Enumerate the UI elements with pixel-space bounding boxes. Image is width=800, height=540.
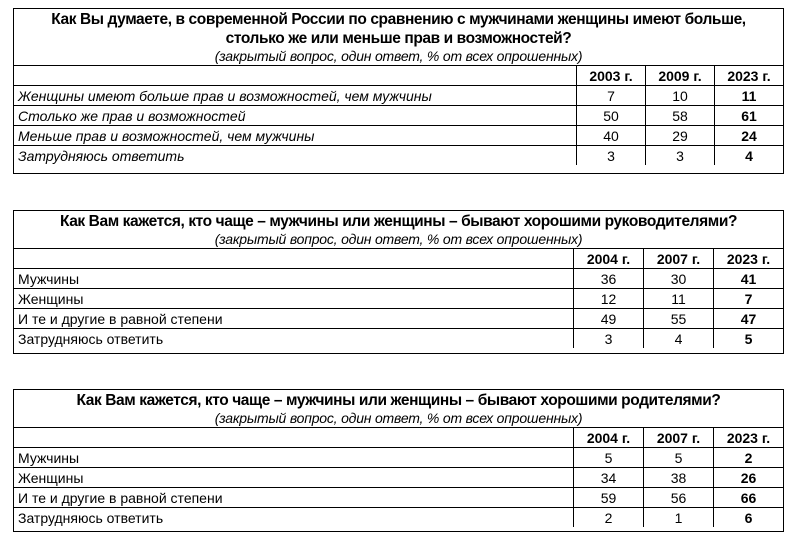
row-label: Мужчины	[14, 269, 574, 289]
row-value: 3	[646, 146, 715, 166]
table-row	[14, 269, 783, 289]
header-year-3: 2023 г.	[714, 249, 784, 269]
survey-table-rights	[13, 8, 784, 174]
row-value: 4	[644, 329, 714, 349]
header-blank	[14, 428, 574, 448]
header-year-1: 2004 г.	[574, 249, 644, 269]
row-value: 11	[644, 289, 714, 309]
table-row	[14, 329, 783, 349]
row-value-latest: 66	[714, 488, 784, 508]
header-year-2: 2009 г.	[646, 66, 715, 86]
row-value: 56	[644, 488, 714, 508]
row-value: 36	[574, 269, 644, 289]
table-row	[14, 126, 783, 146]
header-year-2: 2007 г.	[644, 428, 714, 448]
table-row	[14, 86, 783, 106]
header-year-3: 2023 г.	[714, 428, 784, 448]
table-row	[14, 488, 783, 508]
row-value-latest: 11	[715, 86, 784, 106]
row-value: 1	[644, 508, 714, 528]
row-value: 3	[574, 329, 644, 349]
table-row	[14, 448, 783, 468]
header-row	[14, 428, 783, 448]
row-value: 30	[644, 269, 714, 289]
row-value: 40	[577, 126, 646, 146]
data-table	[14, 427, 783, 527]
row-label: Женщины	[14, 289, 574, 309]
header-blank	[14, 66, 577, 86]
table-row	[14, 508, 783, 528]
title-line-1: Как Вы думаете, в современной России по сравнению с мужчинами женщины имеют больше,	[51, 11, 746, 28]
row-label: И те и другие в равной степени	[14, 309, 574, 329]
table-subtitle: (закрытый вопрос, один ответ, % от всех опрошенных)	[214, 48, 583, 64]
row-label: Затрудняюсь ответить	[14, 146, 577, 166]
header-row	[14, 66, 783, 86]
row-value: 50	[577, 106, 646, 126]
row-label: Мужчины	[14, 448, 574, 468]
title-line-2: столько же или меньше прав и возможностей?	[225, 30, 572, 47]
row-value-latest: 47	[714, 309, 784, 329]
table-row	[14, 106, 783, 126]
row-value: 5	[574, 448, 644, 468]
row-value-latest: 24	[715, 126, 784, 146]
table-row	[14, 146, 783, 166]
data-table	[14, 248, 783, 348]
data-table	[14, 65, 783, 165]
row-value: 10	[646, 86, 715, 106]
row-value: 58	[646, 106, 715, 126]
table-title: Как Вам кажется, кто чаще – мужчины или женщины – бывают хорошими руководителями?	[59, 213, 738, 230]
table-row	[14, 309, 783, 329]
survey-table-leaders	[13, 210, 784, 354]
row-value: 7	[577, 86, 646, 106]
row-value: 29	[646, 126, 715, 146]
header-year-1: 2004 г.	[574, 428, 644, 448]
row-value-latest: 4	[715, 146, 784, 166]
row-value: 34	[574, 468, 644, 488]
row-value-latest: 7	[714, 289, 784, 309]
row-label: Затрудняюсь ответить	[14, 329, 574, 349]
row-label: Затрудняюсь ответить	[14, 508, 574, 528]
header-year-3: 2023 г.	[715, 66, 784, 86]
header-row	[14, 249, 783, 269]
row-value: 38	[644, 468, 714, 488]
survey-table-parents	[13, 389, 784, 532]
row-value: 49	[574, 309, 644, 329]
row-value-latest: 6	[714, 508, 784, 528]
row-label: Столько же прав и возможностей	[14, 106, 577, 126]
row-value-latest: 61	[715, 106, 784, 126]
table-row	[14, 289, 783, 309]
row-value-latest: 26	[714, 468, 784, 488]
row-value-latest: 5	[714, 329, 784, 349]
header-year-2: 2007 г.	[644, 249, 714, 269]
row-label: Женщины	[14, 468, 574, 488]
row-value: 59	[574, 488, 644, 508]
row-value-latest: 2	[714, 448, 784, 468]
table-title	[14, 9, 783, 48]
table-subtitle: (закрытый вопрос, один ответ, % от всех опрошенных)	[214, 410, 583, 426]
row-value: 55	[644, 309, 714, 329]
row-value-latest: 41	[714, 269, 784, 289]
header-year-1: 2003 г.	[577, 66, 646, 86]
row-label: И те и другие в равной степени	[14, 488, 574, 508]
table-title: Как Вам кажется, кто чаще – мужчины или женщины – бывают хорошими родителями?	[76, 392, 721, 409]
row-value: 3	[577, 146, 646, 166]
row-value: 12	[574, 289, 644, 309]
header-blank	[14, 249, 574, 269]
row-value: 5	[644, 448, 714, 468]
table-row	[14, 468, 783, 488]
table-subtitle: (закрытый вопрос, один ответ, % от всех опрошенных)	[214, 231, 583, 247]
row-label: Женщины имеют больше прав и возможностей, чем мужчины	[14, 86, 577, 106]
row-value: 2	[574, 508, 644, 528]
row-label: Меньше прав и возможностей, чем мужчины	[14, 126, 577, 146]
